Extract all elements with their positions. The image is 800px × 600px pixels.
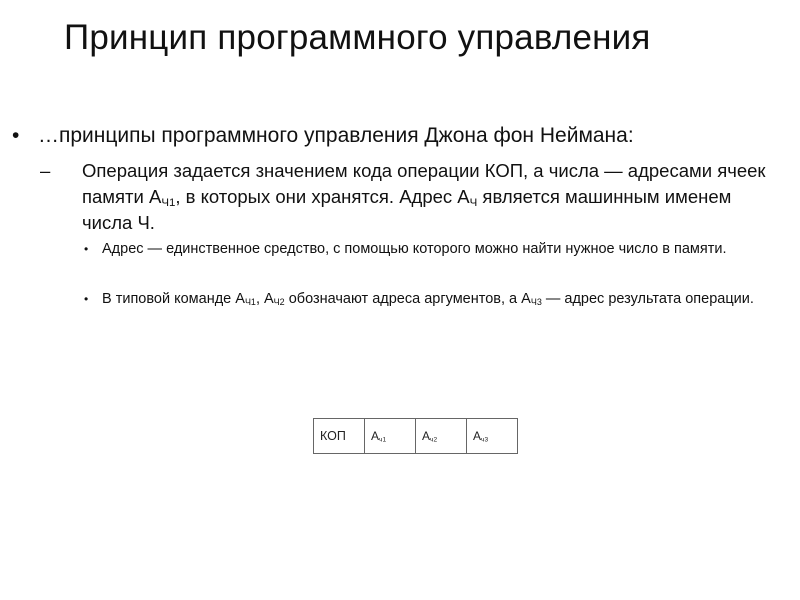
cell-main: КОП [320,429,346,443]
table-cell-a1 [365,419,416,454]
bullet-level3-text: Адрес — единственное средство, с помощью которого можно найти нужное число в памяти. [102,241,727,257]
text-fragment: обозначают адреса аргументов, а А [284,291,531,307]
table-row [314,419,518,454]
subscript: Ч3 [530,297,542,308]
dash-icon: – [40,160,51,181]
bullet-level3-text [102,289,792,310]
table-cell-kop [314,419,365,454]
slide-title: Принцип программного управления [64,18,651,57]
text-fragment: , А [255,291,274,307]
bullet-level1-text: …принципы программного управления Джона фон Неймана: [38,124,634,147]
text-fragment: , в которых они хранятся. Адрес А [175,186,470,207]
cell-sub: ч1 [379,436,387,444]
subscript: Ч [469,196,478,209]
cell-sub: ч2 [430,436,438,444]
bullet-icon: • [84,242,89,256]
table-cell-a2 [416,419,467,454]
text-fragment: является машинным именем числа Ч. [82,186,732,233]
subscript: Ч1 [244,297,256,308]
text-fragment: Операция задается значением кода операции КОП, а числа — адресами ячеек памяти А [82,160,766,207]
cell-sub: ч3 [481,436,489,444]
bullet-level2-text [82,158,782,236]
subscript: Ч1 [161,196,176,209]
bullet-icon: • [12,124,20,147]
table-cell-a3 [467,419,518,454]
bullet-icon: • [84,292,89,306]
cell-main: А [473,429,482,443]
cell-main: А [422,429,431,443]
subscript: Ч2 [273,297,285,308]
text-fragment: — адрес результата операции. [541,291,754,307]
cell-main: А [371,429,380,443]
command-format-table [313,418,518,454]
text-fragment: В типовой команде А [102,291,245,307]
